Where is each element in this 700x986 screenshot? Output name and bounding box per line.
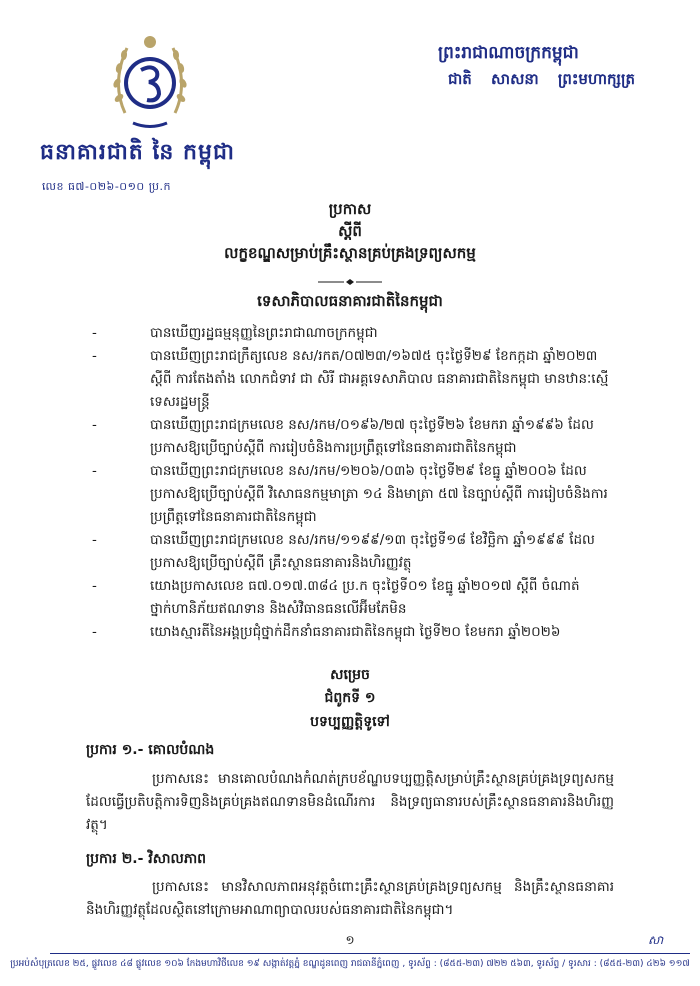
handwritten-initial: សា: [648, 933, 664, 947]
preamble-item: - បានឃើញព្រះរាជក្រមលេខ នស/រកម/១២០៦/០៣៦ ចុះថ្ងៃទី២៩ ខែធ្នូ ឆ្នាំ២០០៦ ដែលប្រកាសឱ្យប្រើច្បាប់ស្តីពី វិសោធនកម្មមាត្រា ១៤ និងមាត្រា ៥៧ នៃច្បាប់ស្តីពី ការរៀបចំនិងការប្រព្រឹត្តទៅនៃធនាគារជាតិនៃកម្ពុជា: [0, 460, 700, 529]
national-motto: ជាតិ សាសនា ព្រះមហាក្សត្រ: [448, 70, 635, 88]
document-about: ស្តីពី: [338, 222, 362, 240]
issuing-authority: ទេសាភិបាលធនាគារជាតិនៃកម្ពុជា: [257, 292, 443, 310]
preamble-item: - បានឃើញរដ្ឋធម្មនុញ្ញនៃព្រះរាជាណាចក្រកម្ពុជា: [0, 322, 700, 345]
preamble-item: - យោងស្មារតីនៃអង្គប្រជុំថ្នាក់ដឹកនាំធនាគារជាតិនៃកម្ពុជា ថ្ងៃទី២០ ខែមករា ឆ្នាំ២០២៦: [0, 621, 700, 644]
chapter-number: ជំពូកទី ១: [324, 690, 376, 706]
decision-heading: សម្រេច: [330, 667, 370, 683]
bullet-dash: -: [92, 348, 97, 364]
preamble-item: - យោងប្រកាសលេខ ធ៧.០១៧.៣៨៤ ប្រ.ក ចុះថ្ងៃទី០១ ខែធ្នូ ឆ្នាំ២០១៧ ស្តីពី ចំណាត់ថ្នាក់ហានិភ័យឥណទាន និងសំវិធានធនលើអ៊ីមភែមិន: [0, 575, 700, 621]
bullet-dash: -: [92, 624, 97, 640]
bullet-dash: -: [92, 578, 97, 594]
preamble-item: - បានឃើញព្រះរាជក្រមលេខ នស/រកម/១១៩៩/១៣ ចុះថ្ងៃទី១៨ ខែវិច្ឆិកា ឆ្នាំ១៩៩៩ ដែលប្រកាសឱ្យប្រើច្បាប់ស្តីពី គ្រឹះស្ថានធនាគារនិងហិរញ្ញវត្ថុ: [0, 529, 700, 575]
bullet-dash: -: [92, 532, 97, 548]
footer-divider: [50, 953, 690, 954]
footer-contact-info: ប្រអប់សំបុត្រលេខ ២៥, ផ្លូវលេខ ៤៨ ផ្លូវលេខ ១០៦ កែងមហាវិថីលេខ ១៩ សង្កាត់វត្តភ្នំ ខណ្ឌដូនពេញ រាជធានីភ្នំពេញ , ទូរស័ព្ទ : (៨៥៥-២៣) ៧២២ ៥៦៣, ទូរស័ព្ទ / ទូរសារ : (៨៥៥-២៣) ៤២៦ ១១៧: [10, 959, 690, 969]
document-type: ប្រកាស: [328, 200, 372, 218]
preamble-item: - បានឃើញព្រះរាជក្រមលេខ នស/រកម/០១៩៦/២៧ ចុះថ្ងៃទី២៦ ខែមករា ឆ្នាំ១៩៩៦ ដែលប្រកាសឱ្យប្រើច្បាប់ស្តីពី ការរៀបចំនិងការប្រព្រឹត្តទៅនៃធនាគារជាតិនៃកម្ពុជា: [0, 414, 700, 460]
article-2-body: ប្រកាសនេះ មានវិសាលភាពអនុវត្តចំពោះគ្រឹះស្ថានគ្រប់គ្រងទ្រព្យសកម្ម និងគ្រឹះស្ថានធនាគារនិងហិរញ្ញវត្ថុដែលស្ថិតនៅក្រោមអាណាព្យាបាលរបស់ធនាគារជាតិនៃកម្ពុជា។: [86, 879, 614, 918]
bullet-dash: -: [92, 463, 97, 479]
article-1-body: ប្រកាសនេះ មានគោលបំណងកំណត់ក្របខ័ណ្ឌបទប្បញ្ញត្តិសម្រាប់គ្រឹះស្ថានគ្រប់គ្រងទ្រព្យសកម្ម ដែលធ្វើប្រតិបត្តិការទិញនិងគ្រប់គ្រងឥណទានមិនដំណើរការ និងទ្រព្យធានារបស់គ្រឹះស្ថានធនាគារនិងហិរញ្ញវត្ថុ។: [86, 771, 614, 833]
kingdom-title: ព្រះរាជាណាចក្រកម្ពុជា: [438, 43, 579, 63]
page-number: ១: [345, 933, 355, 947]
preamble-list: [0, 322, 700, 644]
bullet-dash: -: [92, 417, 97, 433]
bank-emblem-logo: [105, 28, 195, 138]
bank-name: ធនាគារជាតិ នៃ កម្ពុជា: [40, 140, 235, 165]
bullet-dash: -: [92, 325, 97, 341]
preamble-item: - បានឃើញព្រះរាជក្រឹត្យលេខ នស/រកត/០៧២៣/១៦៧៥ ចុះថ្ងៃទី២៩ ខែកក្កដា ឆ្នាំ២០២៣ ស្តីពី ការតែងតាំង លោកជំទាវ ជា សិរី ជាអគ្គទេសាភិបាល ធនាគារជាតិនៃកម្ពុជា មានឋានៈស្មើទេសរដ្ឋមន្ត្រី: [0, 345, 700, 414]
chapter-title: បទប្បញ្ញត្តិទូទៅ: [310, 714, 390, 730]
document-subject: លក្ខខណ្ឌសម្រាប់គ្រឹះស្ថានគ្រប់គ្រងទ្រព្យសកម្ម: [224, 244, 476, 262]
document-reference-number: លេខ ធ៧-០២៦-០១០ ប្រ.ក: [42, 180, 171, 193]
article-2-title: ប្រការ ២.- វិសាលភាព: [86, 851, 207, 867]
article-1-title: ប្រការ ១.- គោលបំណង: [86, 742, 215, 758]
ornament-divider: [318, 278, 382, 286]
